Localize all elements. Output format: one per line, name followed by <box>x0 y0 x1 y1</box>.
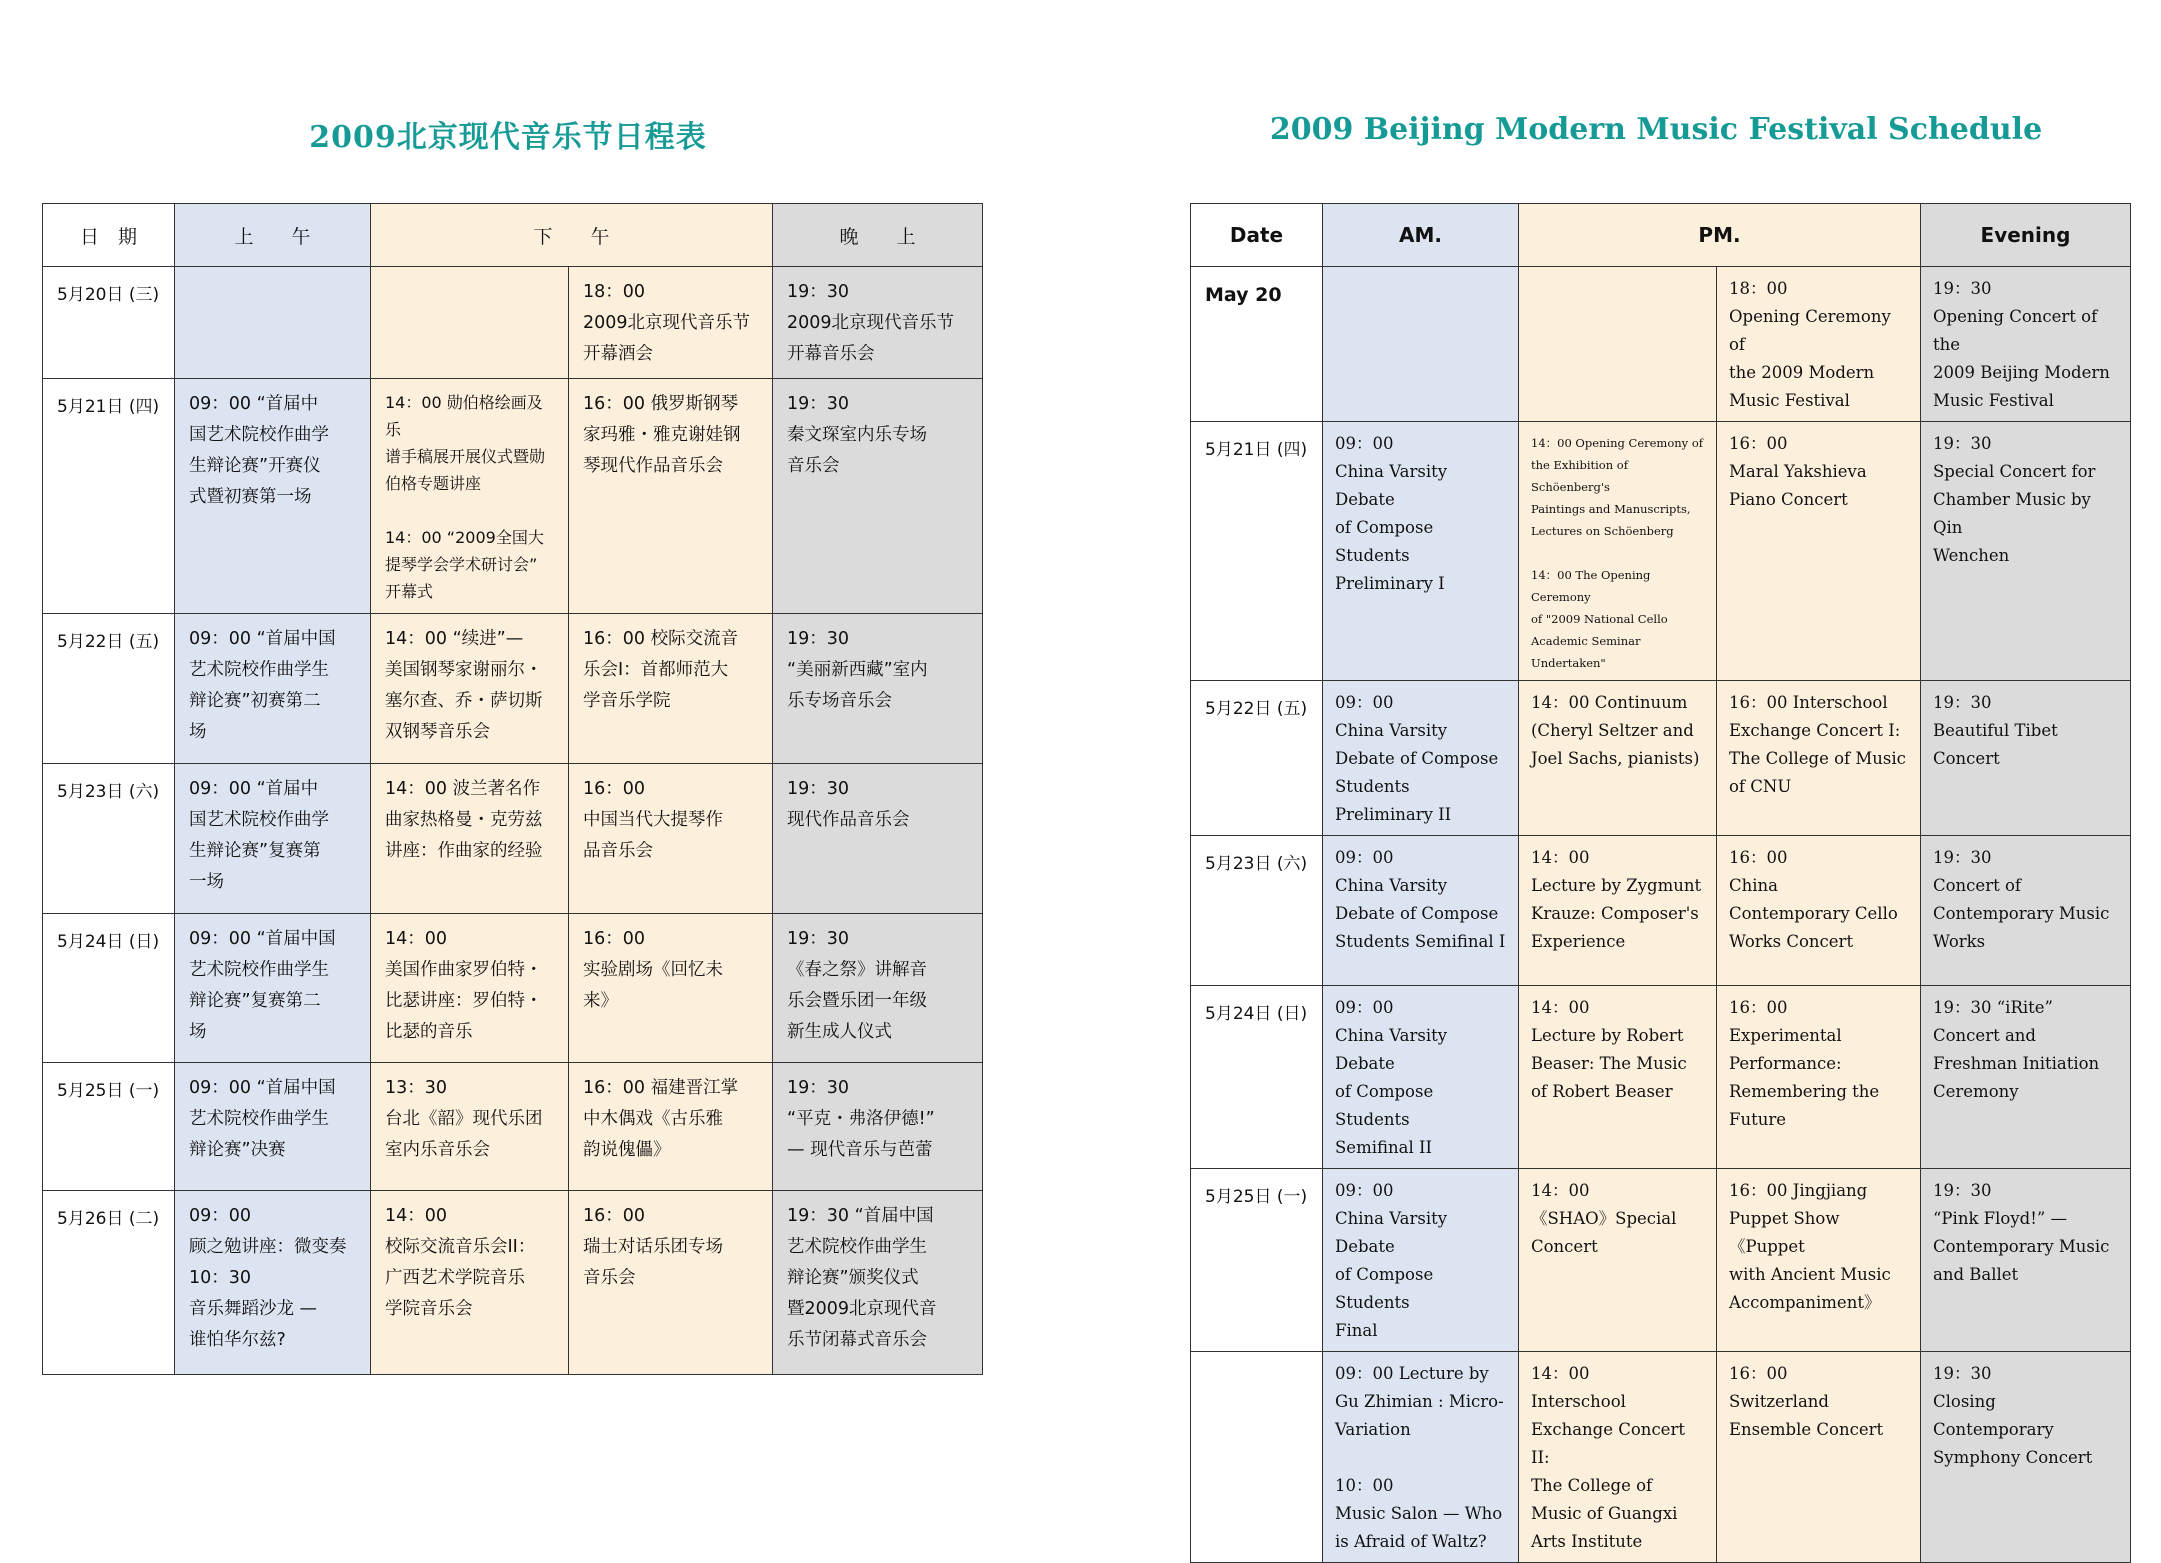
row-date: 5月23日 (六) <box>57 782 160 802</box>
row-date: 5月20日 (三) <box>57 285 160 305</box>
am-event: 09：00 China Varsity Debate of Compose Students Semifinal II <box>1335 998 1448 1157</box>
pm-event-late: 16：00 China Contemporary Cello Works Concert <box>1729 848 1898 951</box>
row-date: May 20 <box>1205 284 1282 306</box>
header-row <box>43 204 983 267</box>
evening-event: 19：30 Special Concert for Chamber Music by Qin Wenchen <box>1933 434 2096 565</box>
row-date: 5月22日 (五) <box>1205 699 1308 719</box>
evening-event: 19：30 Closing Contemporary Symphony Concert <box>1933 1364 2093 1467</box>
pm-event-late: 16：00 福建晋江掌 中木偶戏《古乐雅 韵说傀儡》 <box>583 1078 739 1160</box>
pm-event-late: 16：00 实验剧场《回忆未 来》 <box>583 929 723 1011</box>
header-date: 日 期 <box>43 204 175 267</box>
chinese-schedule-title: 2009北京现代音乐节日程表 <box>309 120 707 155</box>
am-event: 09：00 China Varsity Debate of Compose Students Final <box>1335 1181 1448 1340</box>
header-pm: PM. <box>1519 204 1921 267</box>
pm-event-late: 16：00 校际交流音 乐会I：首都师范大 学音乐学院 <box>583 629 739 711</box>
table-row <box>1191 1352 2131 1563</box>
header-pm: 下 午 <box>371 204 773 267</box>
pm-event-late: 16：00 中国当代大提琴作 品音乐会 <box>583 779 723 861</box>
table-row <box>1191 267 2131 422</box>
pm-event-early: 14：00 《SHAO》Special Concert <box>1531 1181 1677 1256</box>
english-schedule-table <box>1190 203 2131 1563</box>
pm-event-early: 14：00 校际交流音乐会II： 广西艺术学院音乐 学院音乐会 <box>385 1206 536 1319</box>
pm-event-early <box>1519 267 1716 281</box>
pm-event-late: 16：00 俄罗斯钢琴 家玛雅・雅克谢娃钢 琴现代作品音乐会 <box>583 394 741 476</box>
evening-event: 19：30 现代作品音乐会 <box>787 779 910 830</box>
pm-event-late: 16：00 Maral Yakshieva Piano Concert <box>1729 434 1867 509</box>
pm-event-early: 14：00 美国作曲家罗伯特・ 比瑟讲座：罗伯特・ 比瑟的音乐 <box>385 929 543 1042</box>
evening-event: 19：30 2009北京现代音乐节 开幕音乐会 <box>787 282 955 364</box>
table-row <box>1191 681 2131 836</box>
am-event: 09：00 “首届中国 艺术院校作曲学生 辩论赛”初赛第二 场 <box>189 629 336 742</box>
evening-event: 19：30 “Pink Floyd!” — Contemporary Music and Ballet <box>1933 1181 2110 1284</box>
header-evening: Evening <box>1921 204 2131 267</box>
table-row <box>43 379 983 614</box>
table-row <box>43 267 983 379</box>
pm-event-early: 13：30 台北《韶》现代乐团 室内乐音乐会 <box>385 1078 543 1160</box>
evening-event: 19：30 Beautiful Tibet Concert <box>1933 693 2058 768</box>
row-date <box>1191 1352 1322 1368</box>
am-event <box>1323 267 1518 281</box>
header-evening: 晚 上 <box>773 204 983 267</box>
am-event: 09：00 “首届中国 艺术院校作曲学生 辩论赛”决赛 <box>189 1078 336 1160</box>
row-date: 5月26日 (二) <box>57 1209 160 1229</box>
pm-event-late: 16：00 Interschool Exchange Concert I: The College of Music of CNU <box>1729 693 1906 796</box>
pm-event-early: 14：00 Interschool Exchange Concert II: The College of Music of Guangxi Arts Institute <box>1531 1364 1685 1551</box>
table-row <box>1191 422 2131 681</box>
row-date: 5月25日 (一) <box>57 1081 160 1101</box>
pm-event-late: 18：00 2009北京现代音乐节 开幕酒会 <box>583 282 751 364</box>
pm-event-early: 14：00 波兰著名作 曲家热格曼・克劳兹 讲座：作曲家的经验 <box>385 779 543 861</box>
am-event: 09：00 China Varsity Debate of Compose Students Preliminary II <box>1335 693 1499 824</box>
evening-event: 19：30 Opening Concert of the 2009 Beijing Modern Music Festival <box>1933 279 2110 410</box>
header-am: AM. <box>1323 204 1519 267</box>
evening-event: 19：30 《春之祭》讲解音 乐会暨乐团一年级 新生成人仪式 <box>787 929 927 1042</box>
row-date: 5月22日 (五) <box>57 632 160 652</box>
pm-event-late: 16：00 Jingjiang Puppet Show《Puppet with Ancient Music Accompaniment》 <box>1729 1181 1891 1312</box>
am-event: 09：00 “首届中 国艺术院校作曲学 生辩论赛”复赛第 一场 <box>189 779 329 892</box>
header-am: 上 午 <box>175 204 371 267</box>
row-date: 5月24日 (日) <box>57 932 160 952</box>
pm-event-early: 14：00 “续进”— 美国钢琴家谢丽尔・ 塞尔查、乔・萨切斯 双钢琴音乐会 <box>385 629 543 742</box>
table-row <box>43 1191 983 1375</box>
table-row <box>43 1063 983 1191</box>
row-date: 5月21日 (四) <box>1205 440 1308 460</box>
table-row <box>43 764 983 914</box>
evening-event: 19：30 秦文琛室内乐专场 音乐会 <box>787 394 927 476</box>
table-row <box>43 914 983 1063</box>
pm-event-early: 14：00 Lecture by Zygmunt Krauze: Composer's Experience <box>1531 848 1702 951</box>
evening-event: 19：30 “iRite” Concert and Freshman Initiation Ceremony <box>1933 998 2100 1101</box>
pm-event-early: 14：00 Opening Ceremony of the Exhibition of Schöenberg's Paintings and Manuscripts, Lectures on Schöenberg 14：00 The Opening Ceremony of "2009 National Cello Academic Seminar Undertaken" <box>1531 436 1704 670</box>
am-event: 09：00 Lecture by Gu Zhimian : Micro- Variation 10：00 Music Salon — Who is Afraid of Waltz? <box>1335 1364 1504 1551</box>
pm-event-early: 14：00 Lecture by Robert Beaser: The Music of Robert Beaser <box>1531 998 1687 1101</box>
chinese-schedule-table <box>42 203 983 1375</box>
pm-event-early: 14：00 勋伯格绘画及乐 谱手稿展开展仪式暨勋 伯格专题讲座 14：00 “2009全国大 提琴学会学术研讨会” 开幕式 <box>385 393 546 601</box>
row-date: 5月21日 (四) <box>57 397 160 417</box>
am-event: 09：00 China Varsity Debate of Compose Students Semifinal I <box>1335 848 1506 951</box>
table-row <box>1191 986 2131 1169</box>
pm-event-late: 18：00 Opening Ceremony of the 2009 Modern Music Festival <box>1729 279 1891 410</box>
pm-event-late: 16：00 Switzerland Ensemble Concert <box>1729 1364 1884 1439</box>
am-event: 09：00 China Varsity Debate of Compose Students Preliminary I <box>1335 434 1448 593</box>
pm-event-early <box>371 267 568 285</box>
am-event: 09：00 顾之勉讲座：微变奏 10：30 音乐舞蹈沙龙 — 谁怕华尔兹? <box>189 1206 347 1350</box>
evening-event: 19：30 Concert of Contemporary Music Works <box>1933 848 2110 951</box>
evening-event: 19：30 “平克・弗洛伊德!” — 现代音乐与芭蕾 <box>787 1078 935 1160</box>
table-row <box>43 614 983 764</box>
am-event: 09：00 “首届中 国艺术院校作曲学 生辩论赛”开赛仪 式暨初赛第一场 <box>189 394 329 507</box>
evening-event: 19：30 “首届中国 艺术院校作曲学生 辩论赛”颁奖仪式 暨2009北京现代音 乐节闭幕式音乐会 <box>787 1206 937 1350</box>
table-row <box>1191 1169 2131 1352</box>
am-event <box>175 267 370 285</box>
table-row <box>1191 836 2131 986</box>
pm-event-early: 14：00 Continuum (Cheryl Seltzer and Joel Sachs, pianists) <box>1531 693 1700 768</box>
pm-event-late: 16：00 Experimental Performance: Remembering the Future <box>1729 998 1880 1129</box>
row-date: 5月25日 (一) <box>1205 1187 1308 1207</box>
am-event: 09：00 “首届中国 艺术院校作曲学生 辩论赛”复赛第二 场 <box>189 929 336 1042</box>
english-schedule-title: 2009 Beijing Modern Music Festival Schedule <box>1269 112 2043 147</box>
evening-event: 19：30 “美丽新西藏”室内 乐专场音乐会 <box>787 629 928 711</box>
header-date: Date <box>1191 204 1323 267</box>
pm-event-late: 16：00 瑞士对话乐团专场 音乐会 <box>583 1206 723 1288</box>
header-row <box>1191 204 2131 267</box>
row-date: 5月24日 (日) <box>1205 1004 1308 1024</box>
row-date: 5月23日 (六) <box>1205 854 1308 874</box>
